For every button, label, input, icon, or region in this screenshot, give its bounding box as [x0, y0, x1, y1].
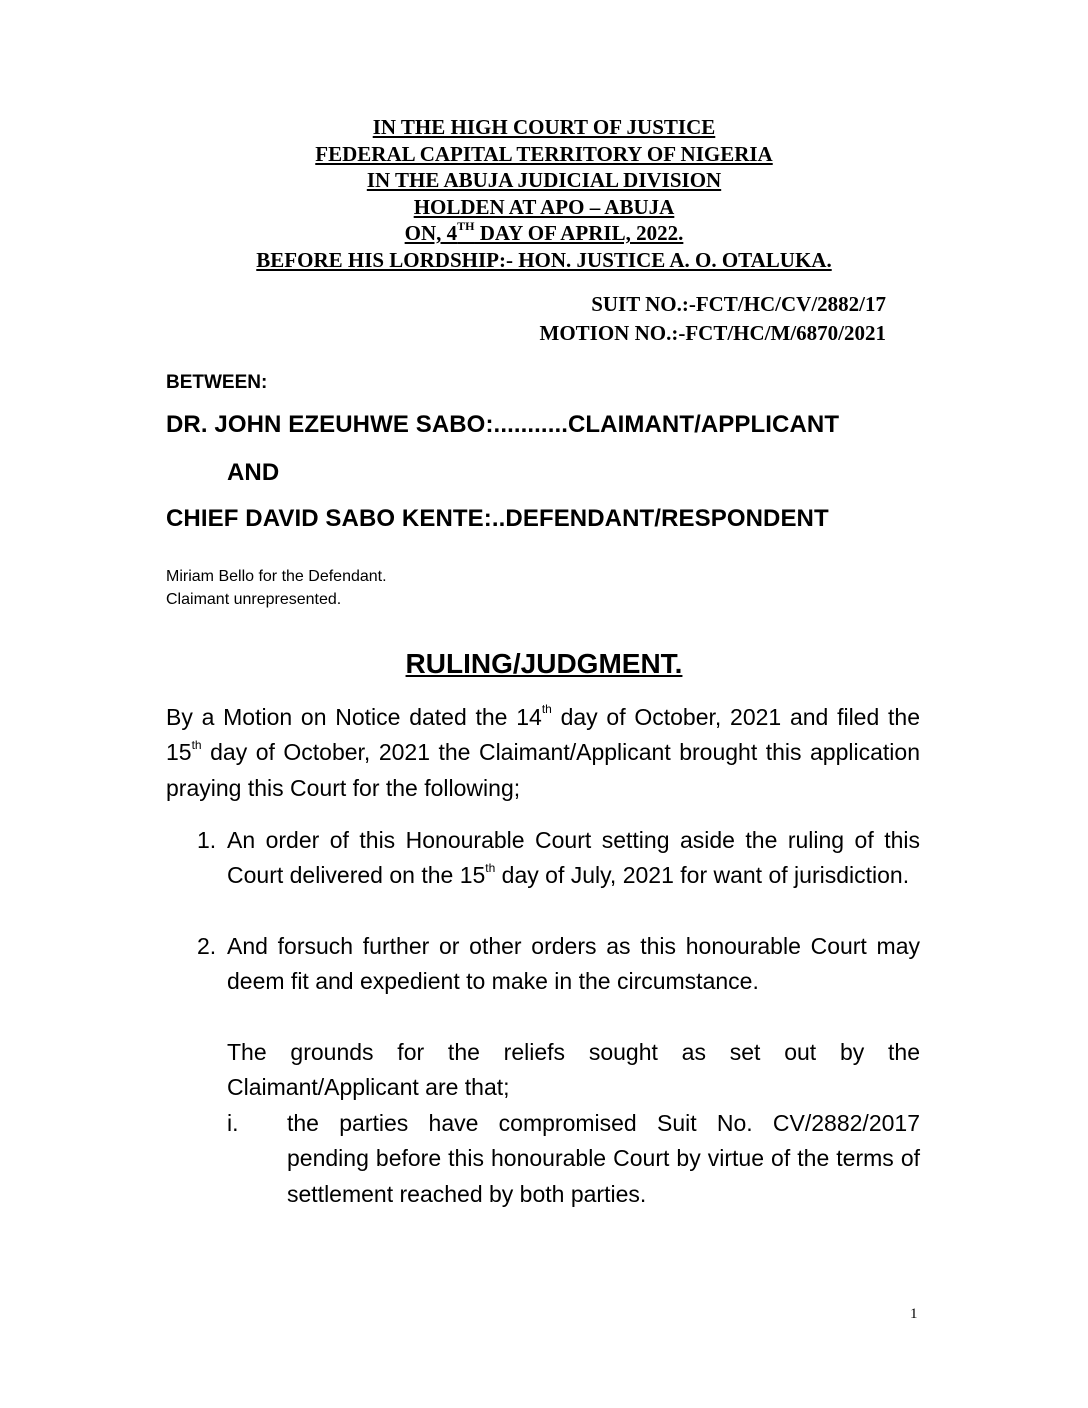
appearances: [166, 565, 387, 611]
judicial-division: IN THE ABUJA JUDICIAL DIVISION: [366, 168, 722, 192]
court-name: IN THE HIGH COURT OF JUSTICE: [372, 115, 716, 139]
claimant-party: DR. JOHN EZEUHWE SABO:...........CLAIMANT/APPLICANT: [166, 411, 840, 438]
motion-number: MOTION NO.:-FCT/HC/M/6870/2021: [539, 321, 886, 345]
prayer-item: An order of this Honourable Court setting aside the ruling of this Court delivered on the 15th day of July, 2021 for want of jurisdiction.: [227, 827, 920, 889]
list-marker: i.: [227, 1110, 239, 1136]
territory: FEDERAL CAPITAL TERRITORY OF NIGERIA: [315, 141, 773, 166]
list-marker: 2.: [197, 933, 217, 959]
presiding-judge: BEFORE HIS LORDSHIP:- HON. JUSTICE A. O. OTALUKA.: [256, 247, 832, 272]
defendant-party: CHIEF DAVID SABO KENTE:..DEFENDANT/RESPONDENT: [166, 505, 829, 532]
suit-number: SUIT NO.:-FCT/HC/CV/2882/17: [591, 292, 886, 316]
hearing-date: ON, 4TH DAY OF APRIL, 2022.: [404, 219, 684, 245]
between-label: BETWEEN:: [166, 372, 268, 393]
claimant-status: Claimant unrepresented.: [166, 591, 342, 608]
page-number: 1: [910, 1306, 918, 1322]
court-header: [0, 114, 1088, 273]
holden-at: HOLDEN AT APO – ABUJA: [413, 194, 675, 219]
ground-item: the parties have compromised Suit No. CV/2882/2017 pending before this honourable Court by virtue of the terms of settlement reached by both parties.: [287, 1110, 920, 1207]
and-label: AND: [227, 459, 280, 486]
defendant-counsel: Miriam Bello for the Defendant.: [166, 568, 387, 585]
suit-numbers: [540, 290, 886, 348]
document-title: RULING/JUDGMENT.: [405, 648, 683, 679]
grounds-intro: The grounds for the reliefs sought as set out by the Claimant/Applicant are that;: [227, 1039, 920, 1101]
list-marker: 1.: [197, 827, 217, 853]
intro-paragraph: By a Motion on Notice dated the 14th day of October, 2021 and filed the 15th day of October, 2021 the Claimant/Applicant brought this application praying this Court for the following;: [166, 702, 920, 801]
prayer-item: And forsuch further or other orders as this honourable Court may deem fit and expedient to make in the circumstance.: [227, 933, 920, 995]
